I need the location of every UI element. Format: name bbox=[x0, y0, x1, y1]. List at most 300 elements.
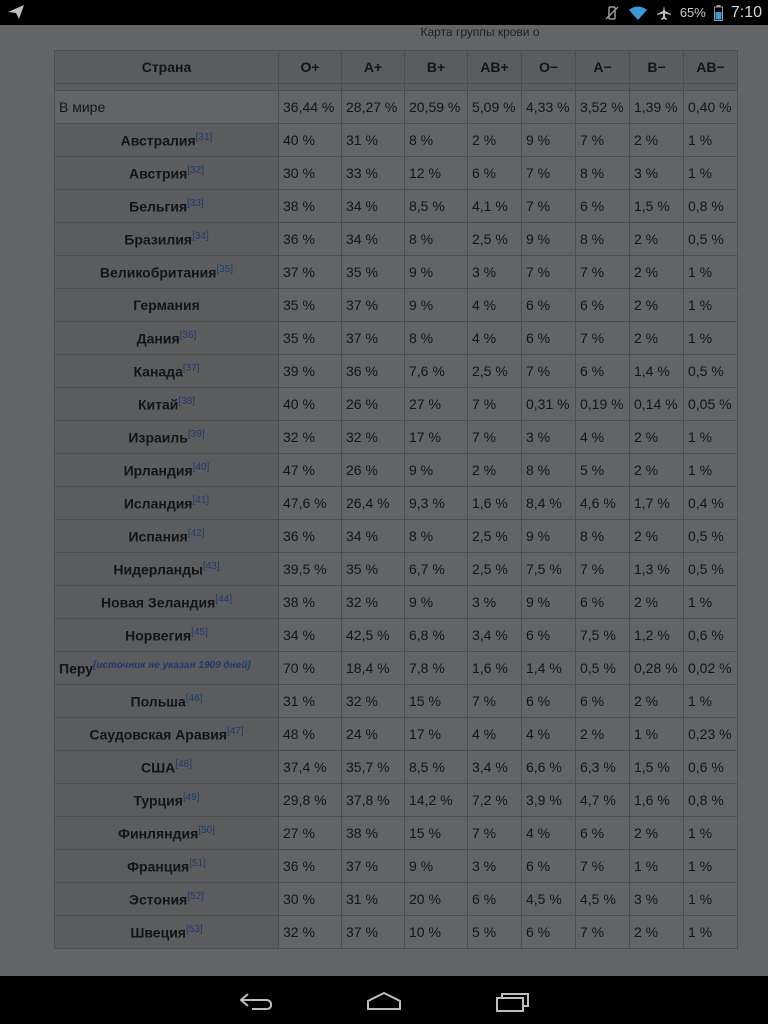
value-cell: 7 % bbox=[576, 850, 630, 883]
value-cell: 8 % bbox=[405, 223, 468, 256]
vibrate-off-icon bbox=[604, 5, 620, 21]
spacer-cell bbox=[405, 84, 468, 91]
country-cell bbox=[55, 157, 279, 190]
table-spacer-row bbox=[55, 84, 738, 91]
value-cell: 1,6 % bbox=[468, 487, 522, 520]
table-row bbox=[55, 157, 738, 190]
value-cell: 6,8 % bbox=[405, 619, 468, 652]
value-cell: 2 % bbox=[630, 322, 684, 355]
value-cell: 34 % bbox=[342, 520, 405, 553]
value-cell: 0,02 % bbox=[684, 652, 738, 685]
country-cell bbox=[55, 751, 279, 784]
column-header[interactable]: B− bbox=[630, 51, 684, 84]
value-cell: 0,40 % bbox=[684, 91, 738, 124]
value-cell: 1 % bbox=[684, 850, 738, 883]
value-cell: 1 % bbox=[684, 124, 738, 157]
table-row bbox=[55, 388, 738, 421]
value-cell: 2 % bbox=[630, 586, 684, 619]
value-cell: 7 % bbox=[468, 421, 522, 454]
value-cell: 30 % bbox=[279, 157, 342, 190]
reference-link[interactable]: [53] bbox=[185, 923, 203, 935]
reference-link[interactable]: [42] bbox=[187, 527, 205, 539]
value-cell: 1,5 % bbox=[630, 190, 684, 223]
value-cell: 2 % bbox=[630, 421, 684, 454]
value-cell: 3,9 % bbox=[522, 784, 576, 817]
reference-link[interactable]: [40] bbox=[192, 461, 210, 473]
value-cell: 7,2 % bbox=[468, 784, 522, 817]
country-name: Перу bbox=[59, 660, 94, 677]
country-cell bbox=[55, 454, 279, 487]
reference-link[interactable]: [52] bbox=[187, 890, 204, 902]
country-name: Саудовская Аравия bbox=[89, 726, 227, 743]
value-cell: 6 % bbox=[576, 817, 630, 850]
value-cell: 7 % bbox=[576, 124, 630, 157]
column-header[interactable]: A+ bbox=[342, 51, 405, 84]
reference-link[interactable]: [48] bbox=[175, 758, 192, 770]
value-cell: 3 % bbox=[468, 256, 522, 289]
value-cell: 37 % bbox=[342, 916, 405, 949]
country-name: Израиль bbox=[128, 429, 188, 446]
country-cell bbox=[55, 124, 279, 157]
country-cell bbox=[55, 817, 279, 850]
value-cell: 40 % bbox=[279, 388, 342, 421]
value-cell: 7 % bbox=[522, 256, 576, 289]
value-cell: 2,5 % bbox=[468, 520, 522, 553]
value-cell: 35,7 % bbox=[342, 751, 405, 784]
page-content[interactable] bbox=[0, 25, 768, 976]
value-cell: 0,6 % bbox=[684, 619, 738, 652]
value-cell: 36 % bbox=[279, 850, 342, 883]
country-name: Испания bbox=[128, 528, 188, 545]
column-header[interactable]: O− bbox=[522, 51, 576, 84]
value-cell: 0,5 % bbox=[684, 223, 738, 256]
value-cell: 1 % bbox=[684, 157, 738, 190]
value-cell: 4 % bbox=[468, 322, 522, 355]
recent-apps-icon[interactable] bbox=[493, 988, 533, 1014]
table-row bbox=[55, 190, 738, 223]
value-cell: 9 % bbox=[405, 256, 468, 289]
reference-link[interactable]: [43] bbox=[202, 560, 220, 572]
value-cell: 15 % bbox=[405, 817, 468, 850]
country-cell bbox=[55, 421, 279, 454]
value-cell: 70 % bbox=[279, 652, 342, 685]
value-cell: 2 % bbox=[630, 520, 684, 553]
reference-link[interactable]: [46] bbox=[185, 692, 203, 704]
table-row bbox=[55, 322, 738, 355]
country-cell bbox=[55, 190, 279, 223]
country-name: Великобритания bbox=[99, 264, 217, 281]
value-cell: 6 % bbox=[576, 685, 630, 718]
value-cell: 35 % bbox=[279, 322, 342, 355]
value-cell: 37,4 % bbox=[279, 751, 342, 784]
airplane-icon bbox=[656, 5, 672, 21]
value-cell: 32 % bbox=[342, 685, 405, 718]
value-cell: 1 % bbox=[684, 586, 738, 619]
value-cell: 2,5 % bbox=[468, 355, 522, 388]
value-cell: 6 % bbox=[576, 190, 630, 223]
reference-link[interactable]: [38] bbox=[178, 395, 196, 407]
country-cell bbox=[55, 553, 279, 586]
country-name: Эстония bbox=[129, 891, 188, 908]
value-cell: 1 % bbox=[684, 256, 738, 289]
value-cell: 34 % bbox=[342, 190, 405, 223]
reference-link[interactable]: [32] bbox=[187, 164, 205, 176]
value-cell: 4 % bbox=[468, 289, 522, 322]
value-cell: 3,4 % bbox=[468, 751, 522, 784]
reference-link[interactable]: [31] bbox=[195, 131, 213, 143]
value-cell: 3 % bbox=[468, 586, 522, 619]
value-cell: 1,7 % bbox=[630, 487, 684, 520]
country-name: Швеция bbox=[130, 924, 186, 941]
value-cell: 30 % bbox=[279, 883, 342, 916]
value-cell: 8 % bbox=[576, 223, 630, 256]
value-cell: 1 % bbox=[684, 454, 738, 487]
value-cell: 33 % bbox=[342, 157, 405, 190]
spacer-cell bbox=[684, 84, 738, 91]
status-time: 7:10 bbox=[730, 3, 762, 21]
value-cell: 1,3 % bbox=[630, 553, 684, 586]
country-cell bbox=[55, 256, 279, 289]
country-cell bbox=[55, 619, 279, 652]
value-cell: 34 % bbox=[342, 223, 405, 256]
reference-link[interactable]: [49] bbox=[182, 791, 200, 803]
reference-link[interactable]: [47] bbox=[226, 725, 244, 737]
value-cell: 2,5 % bbox=[468, 223, 522, 256]
value-cell: 35 % bbox=[279, 289, 342, 322]
value-cell: 7 % bbox=[468, 388, 522, 421]
value-cell: 7,5 % bbox=[522, 553, 576, 586]
value-cell: 6 % bbox=[522, 289, 576, 322]
spacer-cell bbox=[279, 84, 342, 91]
value-cell: 3 % bbox=[630, 157, 684, 190]
navigation-bar bbox=[0, 976, 768, 1024]
table-row bbox=[55, 487, 738, 520]
value-cell: 2 % bbox=[630, 916, 684, 949]
value-cell: 7 % bbox=[468, 685, 522, 718]
value-cell: 2 % bbox=[630, 256, 684, 289]
country-name: Франция bbox=[127, 858, 190, 875]
country-name: США bbox=[141, 759, 176, 776]
table-row bbox=[55, 553, 738, 586]
value-cell: 28,27 % bbox=[342, 91, 405, 124]
value-cell: 0,5 % bbox=[684, 355, 738, 388]
table-row bbox=[55, 520, 738, 553]
table-header-row bbox=[55, 51, 738, 84]
value-cell: 8,5 % bbox=[405, 751, 468, 784]
value-cell: 7,5 % bbox=[576, 619, 630, 652]
table-row bbox=[55, 619, 738, 652]
battery-icon bbox=[714, 5, 723, 21]
value-cell: 10 % bbox=[405, 916, 468, 949]
country-cell bbox=[55, 652, 279, 685]
table-row bbox=[55, 289, 738, 322]
value-cell: 47 % bbox=[279, 454, 342, 487]
value-cell: 40 % bbox=[279, 124, 342, 157]
table-row bbox=[55, 817, 738, 850]
value-cell: 6 % bbox=[522, 850, 576, 883]
country-name: Нидерланды bbox=[113, 561, 203, 578]
spacer-cell bbox=[342, 84, 405, 91]
country-name: Бразилия bbox=[124, 231, 193, 248]
value-cell: 31 % bbox=[279, 685, 342, 718]
value-cell: 32 % bbox=[279, 421, 342, 454]
value-cell: 8,4 % bbox=[522, 487, 576, 520]
country-cell bbox=[55, 289, 279, 322]
value-cell: 2 % bbox=[468, 454, 522, 487]
table-row bbox=[55, 751, 738, 784]
country-cell bbox=[55, 91, 279, 124]
value-cell: 1 % bbox=[684, 322, 738, 355]
table-row bbox=[55, 784, 738, 817]
column-header[interactable]: AB− bbox=[684, 51, 738, 84]
value-cell: 34 % bbox=[279, 619, 342, 652]
value-cell: 0,8 % bbox=[684, 784, 738, 817]
value-cell: 48 % bbox=[279, 718, 342, 751]
country-name: Норвегия bbox=[125, 627, 192, 644]
value-cell: 0,05 % bbox=[684, 388, 738, 421]
value-cell: 6 % bbox=[576, 586, 630, 619]
value-cell: 1,2 % bbox=[630, 619, 684, 652]
value-cell: 9 % bbox=[522, 223, 576, 256]
country-name: Польша bbox=[130, 693, 186, 710]
reference-link[interactable]: [33] bbox=[187, 197, 204, 209]
country-name: Китай bbox=[137, 396, 179, 413]
table-row bbox=[55, 124, 738, 157]
value-cell: 7 % bbox=[576, 322, 630, 355]
value-cell: 7 % bbox=[522, 355, 576, 388]
value-cell: 9 % bbox=[405, 586, 468, 619]
value-cell: 37 % bbox=[342, 289, 405, 322]
country-name: Дания bbox=[136, 330, 180, 347]
country-name: Бельгия bbox=[129, 198, 188, 215]
value-cell: 27 % bbox=[279, 817, 342, 850]
value-cell: 0,8 % bbox=[684, 190, 738, 223]
value-cell: 5 % bbox=[576, 454, 630, 487]
value-cell: 47,6 % bbox=[279, 487, 342, 520]
value-cell: 6 % bbox=[468, 157, 522, 190]
value-cell: 32 % bbox=[342, 421, 405, 454]
value-cell: 7,8 % bbox=[405, 652, 468, 685]
value-cell: 4,5 % bbox=[576, 883, 630, 916]
reference-link[interactable]: [44] bbox=[215, 593, 232, 605]
value-cell: 2 % bbox=[576, 718, 630, 751]
value-cell: 9 % bbox=[405, 289, 468, 322]
value-cell: 3 % bbox=[630, 883, 684, 916]
value-cell: 1,5 % bbox=[630, 751, 684, 784]
value-cell: 31 % bbox=[342, 883, 405, 916]
country-name: Новая Зеландия bbox=[101, 594, 216, 611]
value-cell: 0,19 % bbox=[576, 388, 630, 421]
table-row bbox=[55, 355, 738, 388]
value-cell: 0,6 % bbox=[684, 751, 738, 784]
reference-link[interactable]: [36] bbox=[179, 329, 197, 341]
value-cell: 9 % bbox=[405, 850, 468, 883]
value-cell: 0,5 % bbox=[684, 520, 738, 553]
table-row bbox=[55, 916, 738, 949]
value-cell: 15 % bbox=[405, 685, 468, 718]
reference-link[interactable]: [39] bbox=[187, 428, 205, 440]
value-cell: 27 % bbox=[405, 388, 468, 421]
value-cell: 8 % bbox=[522, 454, 576, 487]
value-cell: 6 % bbox=[468, 883, 522, 916]
value-cell: 3 % bbox=[522, 421, 576, 454]
column-header[interactable]: AB+ bbox=[468, 51, 522, 84]
value-cell: 1 % bbox=[684, 817, 738, 850]
reference-link[interactable]: [37] bbox=[182, 362, 200, 374]
value-cell: 2 % bbox=[630, 223, 684, 256]
value-cell: 4,6 % bbox=[576, 487, 630, 520]
value-cell: 9 % bbox=[522, 124, 576, 157]
table-row bbox=[55, 454, 738, 487]
column-header[interactable]: Страна bbox=[55, 51, 279, 84]
value-cell: 36,44 % bbox=[279, 91, 342, 124]
back-icon[interactable] bbox=[236, 988, 276, 1014]
value-cell: 2 % bbox=[630, 124, 684, 157]
value-cell: 32 % bbox=[279, 916, 342, 949]
value-cell: 1 % bbox=[684, 421, 738, 454]
value-cell: 36 % bbox=[279, 223, 342, 256]
value-cell: 6 % bbox=[522, 322, 576, 355]
country-cell bbox=[55, 718, 279, 751]
reference-link[interactable]: [35] bbox=[216, 263, 234, 275]
value-cell: 2,5 % bbox=[468, 553, 522, 586]
value-cell: 1 % bbox=[630, 718, 684, 751]
country-cell bbox=[55, 883, 279, 916]
country-cell bbox=[55, 784, 279, 817]
reference-link[interactable]: [51] bbox=[189, 857, 206, 869]
value-cell: 6,7 % bbox=[405, 553, 468, 586]
status-bar bbox=[0, 0, 768, 25]
value-cell: 6 % bbox=[522, 619, 576, 652]
table-row bbox=[55, 223, 738, 256]
value-cell: 8 % bbox=[576, 157, 630, 190]
value-cell: 12 % bbox=[405, 157, 468, 190]
country-name: Исландия bbox=[123, 495, 193, 512]
value-cell: 0,14 % bbox=[630, 388, 684, 421]
spacer-cell bbox=[55, 84, 279, 91]
value-cell: 4,1 % bbox=[468, 190, 522, 223]
table-row bbox=[55, 685, 738, 718]
value-cell: 9 % bbox=[522, 586, 576, 619]
value-cell: 39,5 % bbox=[279, 553, 342, 586]
value-cell: 1 % bbox=[684, 289, 738, 322]
value-cell: 0,31 % bbox=[522, 388, 576, 421]
country-cell bbox=[55, 850, 279, 883]
reference-link[interactable]: [50] bbox=[198, 824, 215, 836]
country-cell bbox=[55, 520, 279, 553]
country-cell bbox=[55, 487, 279, 520]
value-cell: 9 % bbox=[405, 454, 468, 487]
value-cell: 37,8 % bbox=[342, 784, 405, 817]
column-header[interactable]: A− bbox=[576, 51, 630, 84]
value-cell: 35 % bbox=[342, 256, 405, 289]
table-row bbox=[55, 850, 738, 883]
table-row bbox=[55, 883, 738, 916]
country-name: Ирландия bbox=[123, 462, 193, 479]
reference-link[interactable]: [45] bbox=[191, 626, 208, 638]
blood-group-table bbox=[54, 50, 738, 949]
value-cell: 6 % bbox=[576, 355, 630, 388]
value-cell: 26 % bbox=[342, 454, 405, 487]
value-cell: 1 % bbox=[630, 850, 684, 883]
value-cell: 3,52 % bbox=[576, 91, 630, 124]
reference-link[interactable]: [34] bbox=[192, 230, 209, 242]
value-cell: 26 % bbox=[342, 388, 405, 421]
table-row bbox=[55, 652, 738, 685]
value-cell: 4 % bbox=[522, 718, 576, 751]
country-name: Австрия bbox=[128, 165, 188, 182]
value-cell: 8 % bbox=[405, 322, 468, 355]
spacer-cell bbox=[576, 84, 630, 91]
value-cell: 6,6 % bbox=[522, 751, 576, 784]
value-cell: 1 % bbox=[684, 916, 738, 949]
value-cell: 6,3 % bbox=[576, 751, 630, 784]
value-cell: 39 % bbox=[279, 355, 342, 388]
value-cell: 6 % bbox=[522, 685, 576, 718]
home-icon[interactable] bbox=[364, 988, 404, 1014]
country-cell bbox=[55, 586, 279, 619]
value-cell: 32 % bbox=[342, 586, 405, 619]
value-cell: 2 % bbox=[468, 124, 522, 157]
value-cell: 8 % bbox=[576, 520, 630, 553]
value-cell: 4 % bbox=[468, 718, 522, 751]
value-cell: 38 % bbox=[279, 190, 342, 223]
value-cell: 26,4 % bbox=[342, 487, 405, 520]
country-cell bbox=[55, 916, 279, 949]
column-header[interactable]: B+ bbox=[405, 51, 468, 84]
reference-link[interactable]: [41] bbox=[192, 494, 210, 506]
value-cell: 20 % bbox=[405, 883, 468, 916]
value-cell: 35 % bbox=[342, 553, 405, 586]
battery-percent: 65% bbox=[679, 5, 706, 20]
citation-needed-link[interactable]: [источник не указан 1909 дней] bbox=[93, 659, 251, 671]
value-cell: 4 % bbox=[522, 817, 576, 850]
value-cell: 1,6 % bbox=[468, 652, 522, 685]
column-header[interactable]: O+ bbox=[279, 51, 342, 84]
value-cell: 8,5 % bbox=[405, 190, 468, 223]
image-caption: Карта группы крови о bbox=[420, 25, 540, 39]
value-cell: 38 % bbox=[342, 817, 405, 850]
value-cell: 7 % bbox=[522, 190, 576, 223]
value-cell: 7 % bbox=[576, 256, 630, 289]
value-cell: 1,6 % bbox=[630, 784, 684, 817]
table-row bbox=[55, 256, 738, 289]
value-cell: 36 % bbox=[279, 520, 342, 553]
spacer-cell bbox=[522, 84, 576, 91]
value-cell: 8 % bbox=[405, 124, 468, 157]
value-cell: 7 % bbox=[468, 817, 522, 850]
value-cell: 37 % bbox=[342, 850, 405, 883]
value-cell: 5,09 % bbox=[468, 91, 522, 124]
value-cell: 14,2 % bbox=[405, 784, 468, 817]
value-cell: 0,4 % bbox=[684, 487, 738, 520]
value-cell: 6 % bbox=[522, 916, 576, 949]
value-cell: 7 % bbox=[576, 553, 630, 586]
value-cell: 2 % bbox=[630, 454, 684, 487]
value-cell: 0,5 % bbox=[576, 652, 630, 685]
value-cell: 2 % bbox=[630, 289, 684, 322]
value-cell: 17 % bbox=[405, 718, 468, 751]
wifi-icon bbox=[628, 5, 648, 21]
value-cell: 0,28 % bbox=[630, 652, 684, 685]
value-cell: 9,3 % bbox=[405, 487, 468, 520]
value-cell: 4,33 % bbox=[522, 91, 576, 124]
value-cell: 20,59 % bbox=[405, 91, 468, 124]
value-cell: 5 % bbox=[468, 916, 522, 949]
country-cell bbox=[55, 322, 279, 355]
value-cell: 24 % bbox=[342, 718, 405, 751]
value-cell: 31 % bbox=[342, 124, 405, 157]
